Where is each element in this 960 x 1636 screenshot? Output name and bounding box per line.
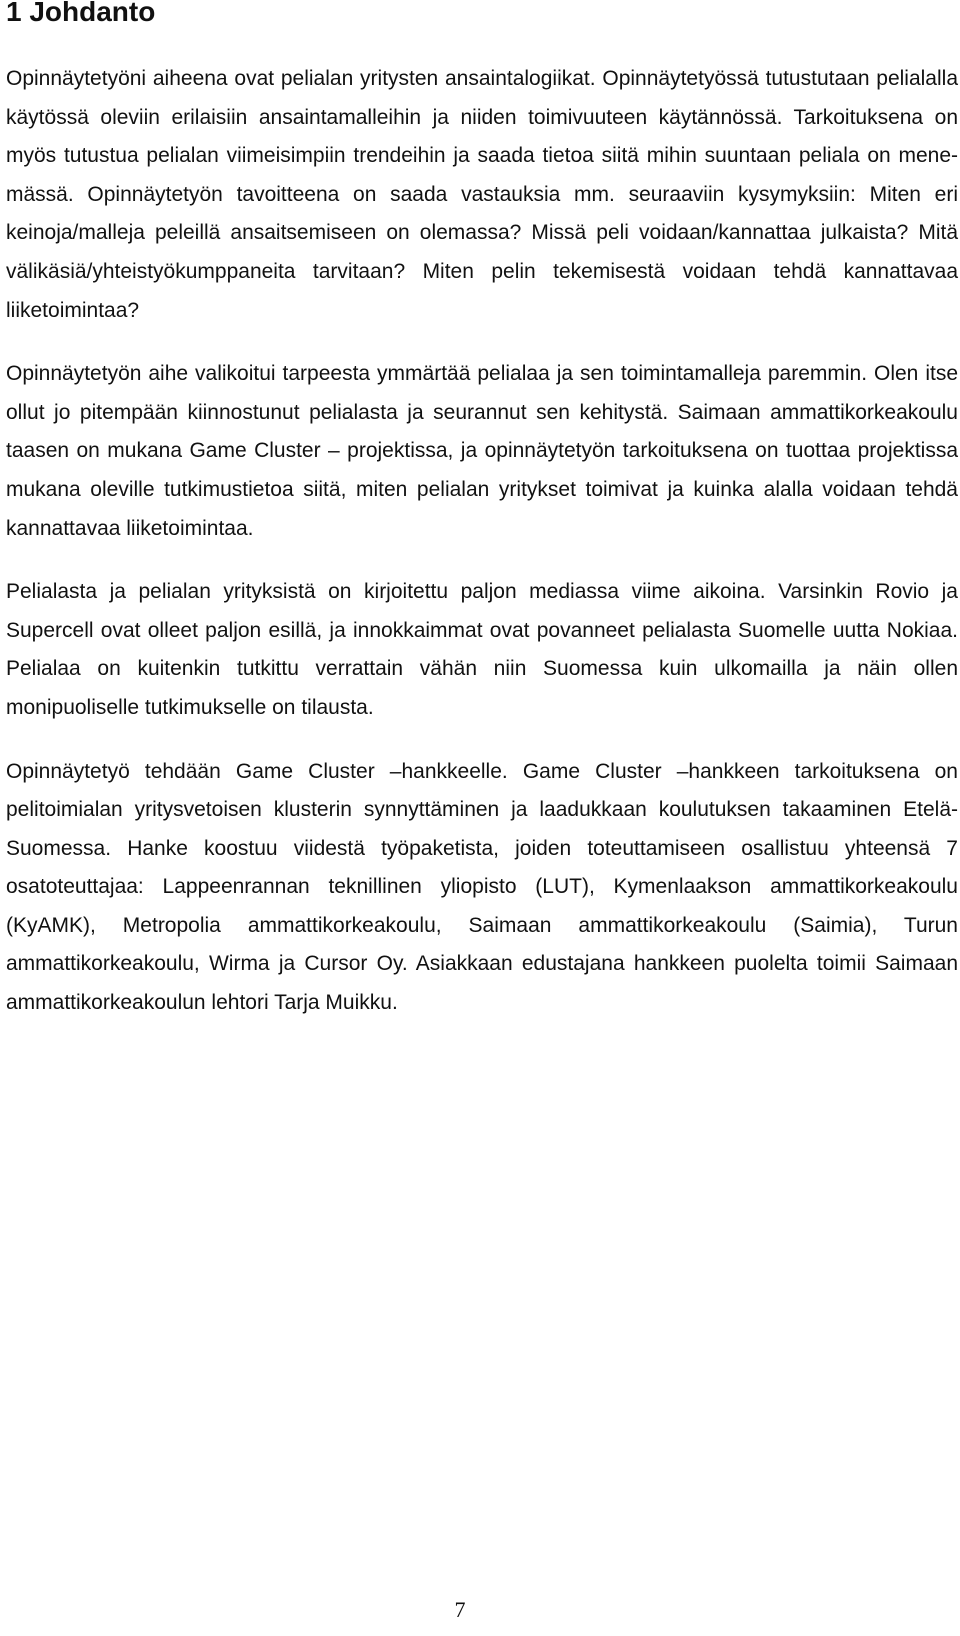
chapter-heading: 1 Johdanto [6,0,156,27]
paragraph-industry-background: Pelialasta ja pelialan yrityksistä on kirjoitettu paljon mediassa viime aikoina. Varsinkin Rovio ja Supercell ovat olleet paljon esillä, ja innokkaimmat ovat povanneet pelialasta Suomelle uutta Nokiaa. Pelialaa on kuitenkin tutkittu verrattain vähän niin Suomessa kuin ulkomailla ja näin ollen monipuoliselle tutkimukselle on tilausta. [6,580,958,719]
paragraph-topic-selection: Opinnäytetyön aihe valikoitui tarpeesta ymmärtää pelialaa ja sen toimintamalleja paremmin. Olen itse ollut jo pitempään kiinnostunut pelialasta ja seurannut sen kehitystä. Saimaan ammattikorkeakoulu taasen on mukana Game Cluster – projektissa, ja opinnäytetyön tarkoituksena on tuottaa projektissa mukana oleville tutkimustietoa siitä, miten pelialan yritykset toimivat ja kuinka alalla voidaan tehdä kannattavaa liiketoimintaa. [6,362,958,540]
body-text [6,60,958,1048]
page-number: 7 [454,1597,466,1622]
paragraph-game-cluster-project: Opinnäytetyö tehdään Game Cluster –hankkeelle. Game Cluster –hankkeen tarkoituksena on pelitoimialan yritysvetoisen klusterin synnyttäminen ja laadukkaan koulutuksen takaaminen Etelä-Suomessa. Hanke koostuu viidestä työpaketista, joiden toteuttamiseen osallistuu yhteensä 7 osatoteuttajaa: Lappeenrannan teknillinen yliopisto (LUT), Kymenlaakson ammattikorkeakoulu (KyAMK), Metropolia ammattikorkeakoulu, Saimaan ammattikorkeakoulu (Saimia), Turun ammattikorkeakoulu, Wirma ja Cursor Oy. Asiakkaan edustajana hankkeen puolelta toimii Saimaan ammattikorkeakoulun lehtori Tarja Muikku. [6,759,958,1015]
paragraph-introduction: Opinnäytetyöni aiheena ovat pelialan yritysten ansaintalogiikat. Opinnäytetyössä tutustutaan pelialalla käytössä oleviin erilaisiin ansaintamalleihin ja niiden toimivuuteen käytännössä. Tarkoituksena on myös tutustua pelialan viimeisimpiin trendeihin ja saada tietoa siitä mihin suuntaan peliala on menemässä. Opinnäytetyön tavoitteena on saada vastauksia mm. seuraaviin kysymyksiin: Miten eri keinoja/malleja peleillä ansaitsemiseen on olemassa? Missä peli voidaan/kannattaa julkaista? Mitä välikäsiä/yhteistyökumppaneita tarvitaan? Miten pelin tekemisestä voidaan tehdä kannattavaa liiketoimintaa? [6,67,958,322]
